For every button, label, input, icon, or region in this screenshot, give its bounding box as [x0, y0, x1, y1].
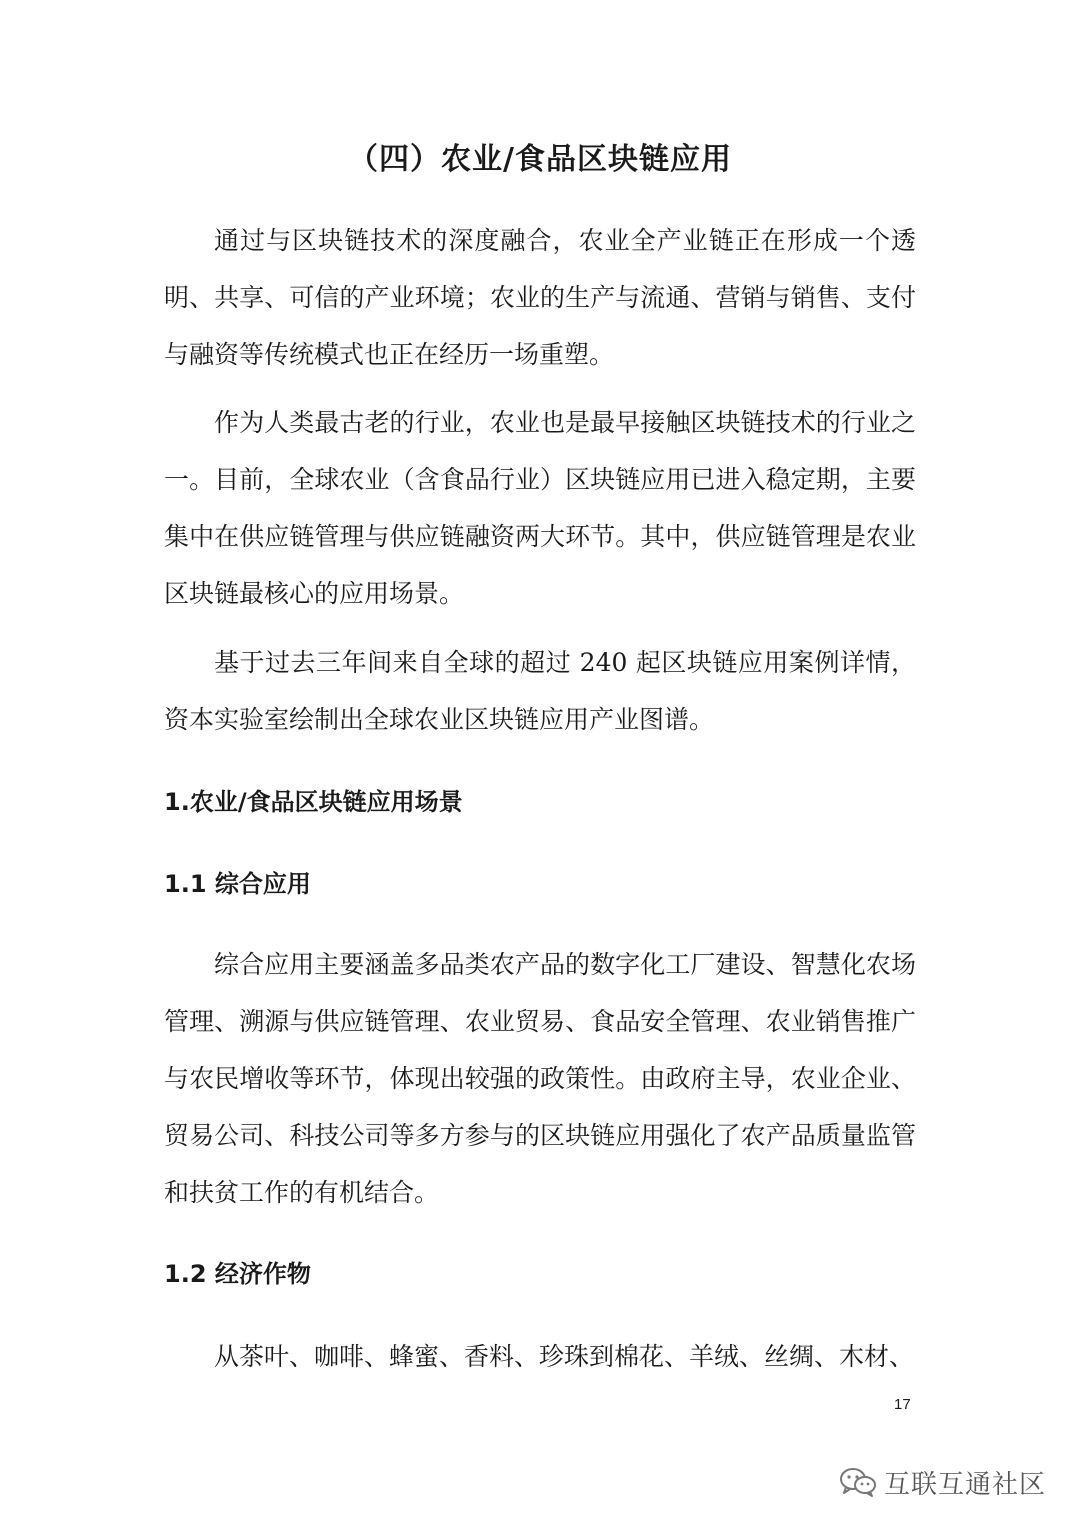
paragraph-map: 基于过去三年间来自全球的超过 240 起区块链应用案例详情，资本实验室绘制出全球农业区块链应用产业图谱。: [164, 648, 916, 734]
paragraph-integrated: 综合应用主要涵盖多品类农产品的数字化工厂建设、智慧化农场管理、溯源与供应链管理、农业贸易、食品安全管理、农业销售推广与农民增收等环节，体现出较强的政策性。由政府主导，农业企业、贸易公司、科技公司等多方参与的区块链应用强化了农产品质量监管和扶贫工作的有机结合。: [164, 950, 916, 1207]
wechat-icon: [838, 1466, 878, 1498]
paragraph-intro: 通过与区块链技术的深度融合，农业全产业链正在形成一个透明、共享、可信的产业环境；农业的生产与流通、营销与销售、支付与融资等传统模式也正在经历一场重塑。: [164, 226, 916, 369]
heading-cash-crops: 1.2 经济作物: [164, 1260, 311, 1288]
paragraph-cash-crops: 从茶叶、咖啡、蜂蜜、香料、珍珠到棉花、羊绒、丝绸、木材、: [214, 1342, 915, 1371]
heading-application-scenarios: 1.农业/食品区块链应用场景: [164, 788, 463, 816]
heading-integrated-application: 1.1 综合应用: [164, 870, 311, 898]
page-number: 17: [894, 1396, 911, 1413]
paragraph-history: 作为人类最古老的行业，农业也是最早接触区块链技术的行业之一。目前，全球农业（含食品行业）区块链应用已进入稳定期，主要集中在供应链管理与供应链融资两大环节。其中，供应链管理是农业区块链最核心的应用场景。: [164, 408, 916, 608]
watermark-text: 互联互通社区: [884, 1469, 1047, 1500]
watermark: [838, 1462, 1046, 1502]
section-title: （四）农业/食品区块链应用: [348, 142, 732, 177]
